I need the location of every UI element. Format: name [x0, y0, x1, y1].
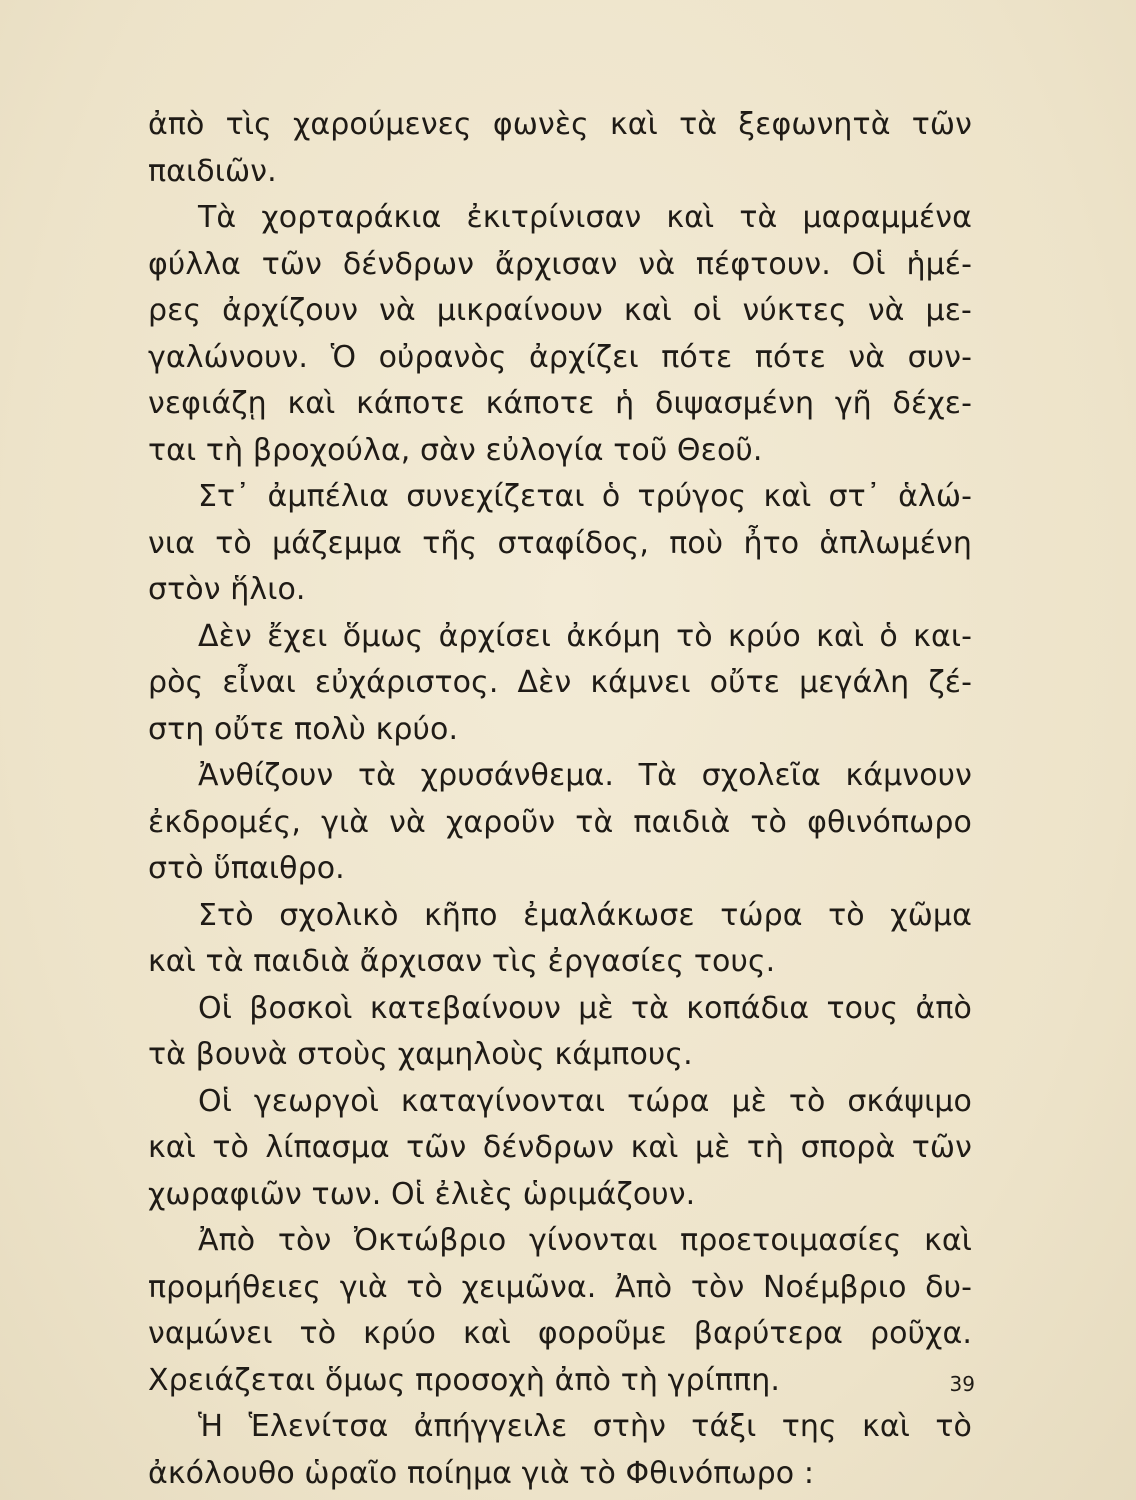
text-line: ἀπὸ τὶς χαρούμενες φωνὲς καὶ τὰ ξεφωνητὰ τῶν	[148, 107, 972, 142]
text-line: ἐκδρομές, γιὰ νὰ χαροῦν τὰ παιδιὰ τὸ φθινόπωρο	[148, 804, 972, 840]
text-line: Οἱ γεωργοὶ καταγίνονται τώρα μὲ τὸ σκάψιμο	[198, 1083, 972, 1119]
text-line: νια τὸ μάζεμμα τῆς σταφίδος, ποὺ ἦτο ἁπλωμένη	[148, 525, 972, 561]
paragraph	[148, 614, 972, 754]
text-line: Ἡ Ἑλενίτσα ἀπήγγειλε στὴν τάξι της καὶ τὸ	[198, 1409, 972, 1444]
text-line: καὶ τὸ λίπασμα τῶν δένδρων καὶ μὲ τὴ σπορὰ τῶν	[148, 1130, 972, 1165]
text-line: ρες ἀρχίζουν νὰ μικραίνουν καὶ οἱ νύκτες νὰ με-	[148, 293, 972, 328]
text-line: Χρειάζεται ὅμως προσοχὴ ἀπὸ τὴ γρίππη.	[148, 1362, 780, 1398]
page-number: 39	[949, 1372, 975, 1396]
text-line: Δὲν ἔχει ὅμως ἀρχίσει ἀκόμη τὸ κρύο καὶ ὁ και-	[198, 618, 972, 654]
text-line: Στ᾽ ἀμπέλια συνεχίζεται ὁ τρύγος καὶ στ᾽ ἁλώ-	[198, 479, 972, 514]
text-line: ναμώνει τὸ κρύο καὶ φοροῦμε βαρύτερα ροῦχα.	[148, 1316, 972, 1351]
paragraph	[148, 1404, 972, 1497]
text-line: στὸν ἥλιο.	[148, 572, 306, 607]
paragraph	[148, 1218, 972, 1404]
text-line: παιδιῶν.	[148, 153, 277, 189]
paragraph	[148, 474, 972, 614]
paragraph	[148, 893, 972, 986]
text-line: φύλλα τῶν δένδρων ἄρχισαν νὰ πέφτουν. Οἱ ἡμέ-	[148, 246, 972, 282]
text-line: καὶ τὰ παιδιὰ ἄρχισαν τὶς ἐργασίες τους.	[148, 944, 776, 979]
text-line: στὸ ὕπαιθρο.	[148, 851, 345, 886]
paragraph	[148, 195, 972, 474]
text-line: ται τὴ βροχούλα, σὰν εὐλογία τοῦ Θεοῦ.	[148, 432, 763, 468]
text-line: Ἀπὸ τὸν Ὀκτώβριο γίνονται προετοιμασίες καὶ	[198, 1223, 972, 1258]
text-line: ἀκόλουθο ὡραῖο ποίημα γιὰ τὸ Φθινόπωρο :	[148, 1455, 815, 1491]
paragraph	[148, 102, 972, 195]
text-line: Τὰ χορταράκια ἐκιτρίνισαν καὶ τὰ μαραμμένα	[198, 200, 972, 235]
paragraph	[148, 986, 972, 1079]
body-text	[148, 102, 972, 1497]
text-line: στη οὔτε πολὺ κρύο.	[148, 711, 459, 747]
paragraph	[148, 1079, 972, 1219]
text-line: γαλώνουν. Ὁ οὐρανὸς ἀρχίζει πότε πότε νὰ συν-	[148, 339, 972, 375]
text-line: Ἀνθίζουν τὰ χρυσάνθεμα. Τὰ σχολεῖα κάμνουν	[198, 758, 972, 793]
text-line: Στὸ σχολικὸ κῆπο ἐμαλάκωσε τώρα τὸ χῶμα	[198, 897, 972, 933]
paragraph	[148, 753, 972, 893]
text-line: Οἱ βοσκοὶ κατεβαίνουν μὲ τὰ κοπάδια τους ἀπὸ	[198, 990, 972, 1026]
text-line: χωραφιῶν των. Οἱ ἐλιὲς ὡριμάζουν.	[148, 1176, 696, 1212]
text-line: τὰ βουνὰ στοὺς χαμηλοὺς κάμπους.	[148, 1037, 693, 1072]
text-line: ρὸς εἶναι εὐχάριστος. Δὲν κάμνει οὔτε μεγάλη ζέ-	[148, 665, 972, 700]
text-line: προμήθειες γιὰ τὸ χειμῶνα. Ἀπὸ τὸν Νοέμβριο δυ-	[148, 1269, 972, 1305]
text-line: νεφιάζῃ καὶ κάποτε κάποτε ἡ διψασμένη γῆ δέχε-	[148, 386, 972, 421]
